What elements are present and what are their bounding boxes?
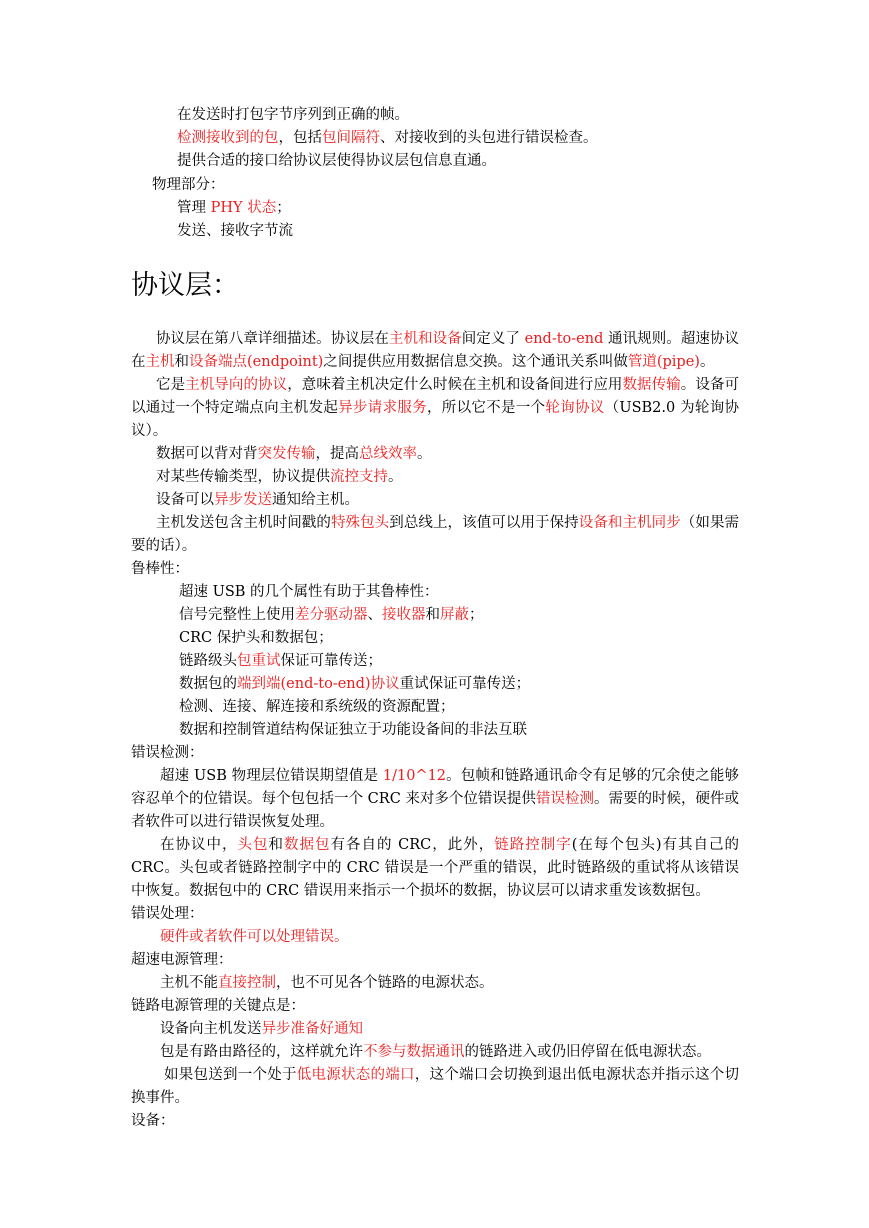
highlight: 主机导向的协议	[185, 377, 288, 393]
text: 主机发送包含主机时间戳的	[156, 515, 331, 531]
text: 。设备可以通过一个特定端点向主机发起	[131, 377, 740, 416]
robustness-item	[179, 696, 455, 719]
text: 、	[367, 607, 382, 623]
power-management-title	[131, 949, 233, 972]
text: 如果包送到一个处于	[164, 1067, 297, 1083]
text: ；	[469, 607, 484, 623]
text: ，所以它不是一个	[426, 400, 546, 416]
highlight: 异步发送	[214, 492, 272, 508]
highlight: 包重试	[237, 653, 281, 669]
highlight: 管道(pipe)	[627, 354, 700, 370]
text: ，包括	[278, 130, 322, 146]
text: 通讯规则。超速协议在	[131, 331, 740, 370]
text: (在每个包头)有其自己的 CRC。头包或者链路控制字中的 CRC 错误是一个严重的错误，此时链路级的重试将从该错误中恢复。数据包中的 CRC 错误用来指示一个损坏的数据，协议层可以请求重发该数据包。	[131, 837, 740, 899]
text: 管理	[177, 200, 211, 216]
text: 在发送时打包字节序列到正确的帧。	[177, 107, 409, 123]
highlight: 差分驱动器	[295, 607, 368, 623]
error-handling-line	[160, 926, 349, 949]
highlight: 异步准备好通知	[261, 1021, 363, 1037]
highlight: 数据包	[284, 837, 331, 853]
highlight: 硬件或者软件可以处理错误。	[160, 929, 349, 945]
highlight: 不参与数据通讯	[363, 1044, 465, 1060]
flow-control-line	[156, 466, 403, 489]
highlight: 轮询协议	[545, 400, 605, 416]
text: 包是有路由路径的，这样就允许	[160, 1044, 363, 1060]
text: 。包帧和链路通讯命令有足够的冗余使之能够容忍单个的位错误。每个包包括一个 CRC 来对多个位错误提供	[131, 768, 739, 807]
text: ，提高	[315, 446, 359, 462]
physical-part-label	[152, 174, 225, 197]
text: 到总线上，该值可以用于保持	[389, 515, 579, 531]
text: 通知给主机。	[272, 492, 359, 508]
text: 之间提供应用数据信息交换。这个通讯关系叫做	[323, 354, 628, 370]
text: ，意味着主机决定什么时候在主机和设备间进行应用	[287, 377, 623, 393]
highlight: 设备端点(endpoint)	[189, 354, 324, 370]
highlight: 设备和主机同步	[578, 515, 681, 531]
text: 检测、连接、解连接和系统级的资源配置；	[179, 699, 455, 715]
error-handling-title	[131, 903, 204, 926]
text: 数据可以背对背	[156, 446, 258, 462]
text: 和	[268, 837, 284, 853]
paragraph-host-directed	[131, 374, 739, 443]
text: 主机不能	[160, 975, 218, 991]
highlight: 流控支持	[330, 469, 388, 485]
robustness-item	[179, 627, 333, 650]
burst-transfer-line	[156, 443, 432, 466]
text: CRC 保护头和数据包；	[179, 630, 333, 646]
text: 超速电源管理：	[131, 952, 233, 968]
text: （USB2.0 为轮询协议）。	[131, 400, 740, 439]
text: 物理部分：	[152, 177, 225, 193]
text: 。	[388, 469, 403, 485]
highlight: 特殊包头	[330, 515, 390, 531]
text: 数据和控制管道结构保证独立于功能设备间的非法互联	[179, 722, 527, 738]
text: 发送、接收字节流	[177, 223, 293, 239]
highlight: 低电源状态的端口	[296, 1067, 415, 1083]
highlight: 屏蔽	[440, 607, 469, 623]
highlight: 包间隔符	[322, 130, 380, 146]
paragraph-low-power-port	[131, 1064, 739, 1110]
text: 、对接收到的头包进行错误检查。	[380, 130, 598, 146]
text: 链路级头	[179, 653, 237, 669]
text: 链路电源管理的关键点是：	[131, 998, 305, 1014]
text: 设备向主机发送	[160, 1021, 262, 1037]
text: 对某些传输类型，协议提供	[156, 469, 330, 485]
paragraph-error-detection	[131, 765, 739, 834]
power-line	[160, 1018, 363, 1041]
frame-packing-line	[177, 104, 409, 127]
highlight: 总线效率	[359, 446, 417, 462]
text: 重试保证可靠传送；	[399, 676, 531, 692]
text: 它是	[156, 377, 186, 393]
power-line	[160, 972, 494, 995]
packet-detect-line	[177, 127, 598, 150]
robustness-item	[179, 719, 527, 742]
text: 提供合适的接口给协议层使得协议层包信息直通。	[177, 153, 496, 169]
text: ，这个端口会切换到退出低电源状态并指示这个切换事件。	[131, 1067, 739, 1106]
highlight: 异步请求服务	[338, 400, 427, 416]
text: ，也不可见各个链路的电源状态。	[276, 975, 494, 991]
text: 设备：	[131, 1113, 175, 1129]
highlight: 主机	[145, 354, 175, 370]
robustness-title	[131, 558, 189, 581]
byte-stream-line	[177, 220, 293, 243]
text: 在协议中，	[160, 837, 238, 853]
text: 鲁棒性：	[131, 561, 189, 577]
highlight: 接收器	[382, 607, 426, 623]
text: ；	[276, 200, 291, 216]
text: 有各自的 CRC，此外，	[330, 837, 495, 853]
highlight: 数据传输	[622, 377, 681, 393]
paragraph-crc	[131, 834, 739, 903]
power-line	[160, 1041, 711, 1064]
section-heading: 协议层：	[131, 270, 239, 301]
text: 的链路进入或仍旧停留在低电源状态。	[464, 1044, 711, 1060]
text: 错误处理：	[131, 906, 204, 922]
text: 数据包的	[179, 676, 237, 692]
text: 和	[425, 607, 440, 623]
highlight: 头包	[237, 837, 269, 853]
paragraph-timestamp	[131, 512, 739, 558]
highlight: 突发传输	[257, 446, 316, 462]
robustness-item	[179, 604, 484, 627]
highlight: 主机和设备	[388, 331, 462, 347]
text: 设备可以	[156, 492, 214, 508]
paragraph-protocol-intro	[131, 328, 739, 374]
text: 。	[417, 446, 432, 462]
interface-line	[177, 150, 496, 173]
highlight: 链路控制字	[494, 837, 572, 853]
robustness-item	[179, 673, 530, 696]
link-power-title	[131, 995, 305, 1018]
highlight: 错误检测	[535, 791, 594, 807]
text: 协议层在第八章详细描述。协议层在	[156, 331, 389, 347]
highlight: 检测接收到的包	[177, 130, 279, 146]
text: 和	[174, 354, 189, 370]
robustness-item	[179, 650, 382, 673]
text: 。需要的时候，硬件或者软件可以进行错误恢复处理。	[131, 791, 740, 830]
highlight: 端到端(end-to-end)协议	[237, 676, 400, 692]
text: 间定义了	[461, 331, 525, 347]
text: 超速 USB 物理层位错误期望值是	[160, 768, 383, 784]
highlight: 直接控制	[218, 975, 276, 991]
text: 信号完整性上使用	[179, 607, 295, 623]
phy-state-line	[177, 197, 291, 220]
text: 错误检测：	[131, 745, 204, 761]
text: 超速 USB 的几个属性有助于其鲁棒性：	[179, 584, 439, 600]
highlight: end-to-end	[524, 331, 604, 347]
text: 。	[699, 354, 715, 370]
text: （如果需要的话）。	[131, 515, 740, 554]
highlight: PHY 状态	[210, 200, 277, 216]
robustness-item	[179, 581, 439, 604]
text: 保证可靠传送；	[280, 653, 382, 669]
async-notify-line	[156, 489, 359, 512]
error-detection-title	[131, 742, 204, 765]
highlight: 1/10^12	[382, 768, 447, 784]
device-title	[131, 1110, 175, 1133]
